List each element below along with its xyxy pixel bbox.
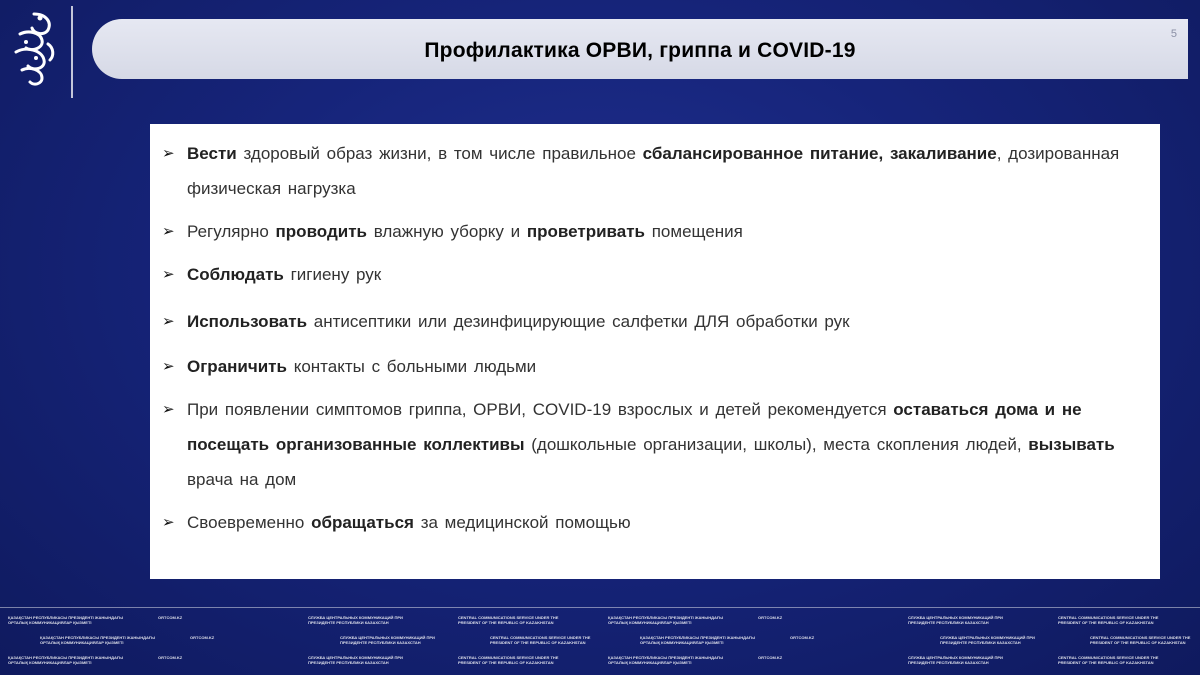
bullet-text: Регулярно [187,222,276,241]
footer-logo-text: ҚАЗАҚСТАН РЕСПУБЛИКАСЫ ПРЕЗИДЕНТІ ЖАНЫНДАҒЫ ОРТАЛЫҚ КОММУНИКАЦИЯЛАР ҚЫЗМЕТІ [608,615,724,625]
footer-logo-text: CENTRAL COMMUNICATIONS SERVICE UNDER THE PRESIDENT OF THE REPUBLIC OF KAZAKHSTAN [1058,615,1159,625]
footer-logo-text: СЛУЖБА ЦЕНТРАЛЬНЫХ КОММУНИКАЦИЙ ПРИ ПРЕЗИДЕНТЕ РЕСПУБЛИКИ КАЗАХСТАН [308,615,403,625]
bullet-bold-text: Соблюдать [187,265,284,284]
footer-logo-text: СЛУЖБА ЦЕНТРАЛЬНЫХ КОММУНИКАЦИЙ ПРИ ПРЕЗИДЕНТЕ РЕСПУБЛИКИ КАЗАХСТАН [308,655,403,665]
bullet-text: (дошкольные организации, школы), места скопления людей, [524,435,1029,454]
footer-divider [0,607,1200,608]
bullet-text: антисептики или дезинфицирующие салфетки ДЛЯ обработки рук [307,312,850,331]
bullet-bold-text: проводить [275,222,367,241]
bullet-text: за медицинской помощью [413,513,631,532]
footer-logo-text: ҚАЗАҚСТАН РЕСПУБЛИКАСЫ ПРЕЗИДЕНТІ ЖАНЫНДАҒЫ ОРТАЛЫҚ КОММУНИКАЦИЯЛАР ҚЫЗМЕТІ [8,615,124,625]
footer-logo-text: ORTCOM.KZ [158,615,183,620]
bullet-item [162,349,1130,384]
bullet-text: влажную уборку и [366,222,527,241]
footer-logo-text: ORTCOM.KZ [758,615,783,620]
bullet-item [162,257,1130,292]
arrow-bullet-icon: ➢ [162,266,175,283]
footer-logo-text: СЛУЖБА ЦЕНТРАЛЬНЫХ КОММУНИКАЦИЙ ПРИ ПРЕЗИДЕНТЕ РЕСПУБЛИКИ КАЗАХСТАН [340,635,435,645]
footer-logo-text: ҚАЗАҚСТАН РЕСПУБЛИКАСЫ ПРЕЗИДЕНТІ ЖАНЫНДАҒЫ ОРТАЛЫҚ КОММУНИКАЦИЯЛАР ҚЫЗМЕТІ [608,655,724,665]
bullet-bold-text: Использовать [187,312,308,331]
arrow-bullet-icon: ➢ [162,358,175,375]
bullet-bold-text: обращаться [311,513,414,532]
snow-leopard-logo [6,8,62,90]
footer-logo-text: CENTRAL COMMUNICATIONS SERVICE UNDER THE PRESIDENT OF THE REPUBLIC OF KAZAKHSTAN [458,655,559,665]
bullet-bold-text: сбалансированное питание, закаливание [642,144,997,163]
footer-logo-text: СЛУЖБА ЦЕНТРАЛЬНЫХ КОММУНИКАЦИЙ ПРИ ПРЕЗИДЕНТЕ РЕСПУБЛИКИ КАЗАХСТАН [940,635,1035,645]
page-number: 5 [1170,28,1177,40]
bullet-item [162,214,1130,249]
footer-logo-text: ORTCOM.KZ [758,655,783,660]
title-bar [92,19,1188,79]
footer-logo-text: CENTRAL COMMUNICATIONS SERVICE UNDER THE PRESIDENT OF THE REPUBLIC OF KAZAKHSTAN [1090,635,1191,645]
content-panel [150,124,1160,579]
footer-logo-text: CENTRAL COMMUNICATIONS SERVICE UNDER THE PRESIDENT OF THE REPUBLIC OF KAZAKHSTAN [1058,655,1159,665]
bullet-item [162,304,1130,339]
arrow-bullet-icon: ➢ [162,145,175,162]
bullet-item [162,136,1130,206]
footer-logo-text: ORTCOM.KZ [190,635,215,640]
bullet-text: гигиену рук [283,265,382,284]
arrow-bullet-icon: ➢ [162,313,175,330]
footer-logo-text: СЛУЖБА ЦЕНТРАЛЬНЫХ КОММУНИКАЦИЙ ПРИ ПРЕЗИДЕНТЕ РЕСПУБЛИКИ КАЗАХСТАН [908,655,1003,665]
bullet-bold-text: оставаться дома и не посещать организованные коллективы [187,400,1082,454]
bullet-item [162,505,1130,540]
arrow-bullet-icon: ➢ [162,514,175,531]
bullet-text: врача на дом [187,470,297,489]
bullet-bold-text: Вести [187,144,237,163]
bullet-text: , дозированная физическая нагрузка [187,144,1120,198]
arrow-bullet-icon: ➢ [162,223,175,240]
footer-logo-text: ORTCOM.KZ [790,635,815,640]
bullet-text: помещения [645,222,743,241]
footer-logo-text: CENTRAL COMMUNICATIONS SERVICE UNDER THE PRESIDENT OF THE REPUBLIC OF KAZAKHSTAN [458,615,559,625]
bullet-bold-text: проветривать [526,222,645,241]
arrow-bullet-icon: ➢ [162,401,175,418]
bullet-text: При появлении симптомов гриппа, ОРВИ, COVID-19 взрослых и детей рекомендуется [187,400,894,419]
footer-logo-text: ҚАЗАҚСТАН РЕСПУБЛИКАСЫ ПРЕЗИДЕНТІ ЖАНЫНДАҒЫ ОРТАЛЫҚ КОММУНИКАЦИЯЛАР ҚЫЗМЕТІ [640,635,756,645]
bullet-list [162,136,1130,540]
bullet-text: здоровый образ жизни, в том числе правильное [236,144,643,163]
bullet-text: контакты с больными людьми [286,357,537,376]
footer-logo-text: ҚАЗАҚСТАН РЕСПУБЛИКАСЫ ПРЕЗИДЕНТІ ЖАНЫНДАҒЫ ОРТАЛЫҚ КОММУНИКАЦИЯЛАР ҚЫЗМЕТІ [8,655,124,665]
footer-logo-text: ORTCOM.KZ [158,655,183,660]
header-divider [71,6,73,98]
footer-logo-text: CENTRAL COMMUNICATIONS SERVICE UNDER THE PRESIDENT OF THE REPUBLIC OF KAZAKHSTAN [490,635,591,645]
footer-logo-strip [0,611,1200,675]
bullet-item [162,392,1130,497]
bullet-bold-text: Ограничить [187,357,287,376]
bullet-text: Своевременно [187,513,312,532]
slide-title: Профилактика ОРВИ, гриппа и COVID-19 [424,39,856,62]
footer-logo-text: СЛУЖБА ЦЕНТРАЛЬНЫХ КОММУНИКАЦИЙ ПРИ ПРЕЗИДЕНТЕ РЕСПУБЛИКИ КАЗАХСТАН [908,615,1003,625]
footer-logo-text: ҚАЗАҚСТАН РЕСПУБЛИКАСЫ ПРЕЗИДЕНТІ ЖАНЫНДАҒЫ ОРТАЛЫҚ КОММУНИКАЦИЯЛАР ҚЫЗМЕТІ [40,635,156,645]
bullet-bold-text: вызывать [1028,435,1115,454]
